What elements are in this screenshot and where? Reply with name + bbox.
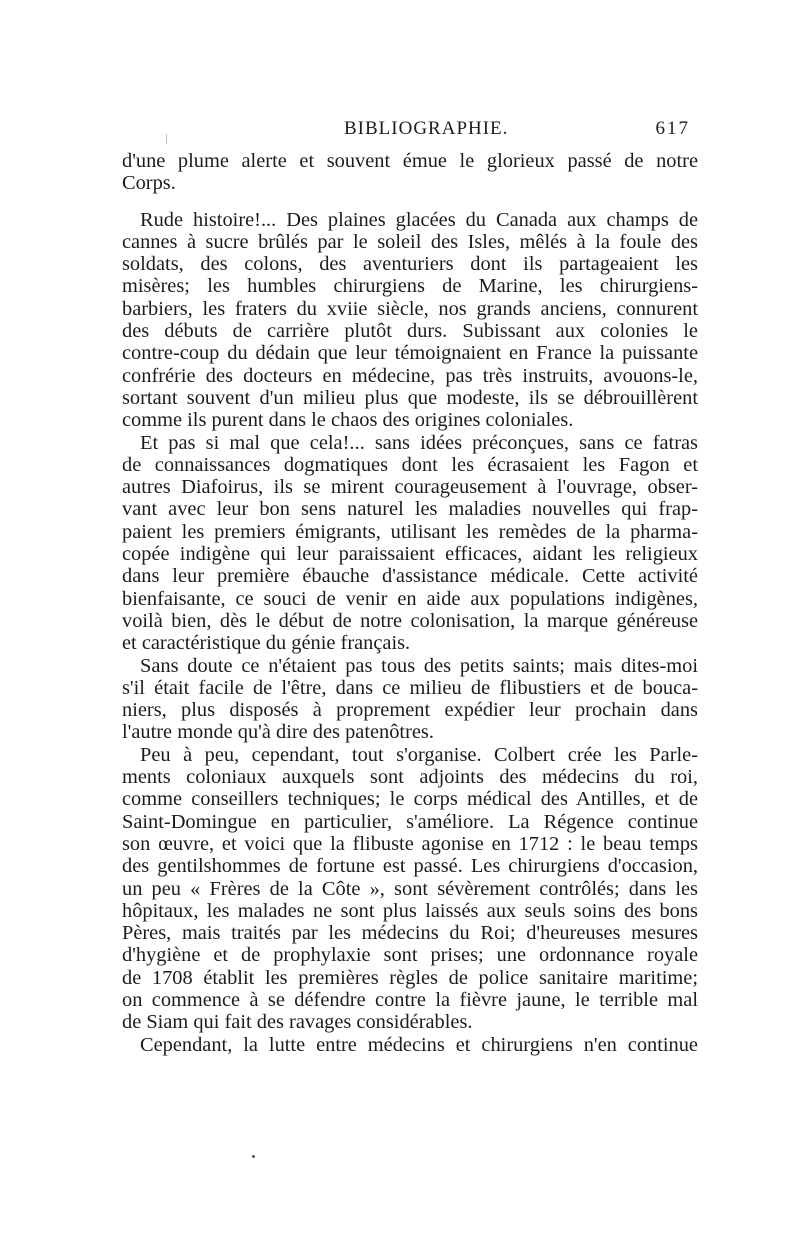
text-line: cannes à sucre brûlés par le soleil des Isles, mêlés à la foule des xyxy=(122,230,698,253)
text-line: copée indigène qui leur paraissaient efficaces, aidant les religieux xyxy=(122,543,698,566)
body-text xyxy=(122,150,698,1056)
text-line: Et pas si mal que cela!... sans idées préconçues, sans ce fatras xyxy=(140,431,698,454)
text-line: niers, plus disposés à proprement expédier leur prochain dans xyxy=(122,699,698,722)
text-line: Peu à peu, cependant, tout s'organise. Colbert crée les Parle- xyxy=(140,743,698,766)
text-line: et caractéristique du génie français. xyxy=(122,632,411,655)
text-line: Pères, mais traités par les médecins du Roi; d'heureuses mesures xyxy=(122,922,698,945)
paper-mark xyxy=(166,134,167,144)
text-line: bienfaisante, ce souci de venir en aide aux populations indigènes, xyxy=(122,587,698,610)
text-line: d'hygiène et de prophylaxie sont prises; une ordonnance royale xyxy=(122,944,698,967)
text-line: paient les premiers émigrants, utilisant les remèdes de la pharma- xyxy=(122,520,698,543)
text-line: confrérie des docteurs en médecine, pas très instruits, avouons-le, xyxy=(122,364,698,387)
text-line: s'il était facile de l'être, dans ce milieu de flibustiers et de bouca- xyxy=(122,676,698,699)
text-line: ments coloniaux auxquels sont adjoints des médecins du roi, xyxy=(122,766,698,789)
text-line: soldats, des colons, des aventuriers dont ils partageaient les xyxy=(122,253,698,276)
text-line: des débuts de carrière plutôt durs. Subissant aux colonies le xyxy=(122,320,698,343)
text-line: vant avec leur bon sens naturel les maladies nouvelles qui frap- xyxy=(122,498,698,521)
text-line: des gentilshommes de fortune est passé. Les chirurgiens d'occasion, xyxy=(122,855,698,878)
text-line: autres Diafoirus, ils se mirent courageusement à l'ouvrage, obser- xyxy=(122,476,698,499)
text-line: Corps. xyxy=(122,172,176,195)
text-line: voilà bien, dès le début de notre colonisation, la marque généreuse xyxy=(122,609,698,632)
text-line: de 1708 établit les premières règles de police sanitaire maritime; xyxy=(122,966,698,989)
text-line: de connaissances dogmatiques dont les écrasaient les Fagon et xyxy=(122,453,698,476)
page-number: 617 xyxy=(655,118,690,139)
text-line: comme ils purent dans le chaos des origines coloniales. xyxy=(122,409,574,432)
text-line: misères; les humbles chirurgiens de Marine, les chirurgiens- xyxy=(122,275,698,298)
text-line: contre-coup du dédain que leur témoignaient en France la puissante xyxy=(122,342,698,365)
text-line: un peu « Frères de la Côte », sont sévèrement contrôlés; dans les xyxy=(122,877,698,900)
text-line: de Siam qui fait des ravages considérables. xyxy=(122,1011,473,1034)
text-line: son œuvre, et voici que la flibuste agonise en 1712 : le beau temps xyxy=(122,832,698,855)
text-line: d'une plume alerte et souvent émue le glorieux passé de notre xyxy=(122,150,698,172)
text-line: Sans doute ce n'étaient pas tous des petits saints; mais dites-moi xyxy=(140,654,698,677)
text-line: dans leur première ébauche d'assistance médicale. Cette activité xyxy=(122,565,698,588)
ink-dot xyxy=(252,1155,255,1158)
text-line: sortant souvent d'un milieu plus que modeste, ils se débrouillèrent xyxy=(122,386,698,409)
text-line: Rude histoire!... Des plaines glacées du Canada aux champs de xyxy=(140,208,698,231)
text-line: Cependant, la lutte entre médecins et chirurgiens n'en continue xyxy=(140,1033,698,1056)
running-title: BIBLIOGRAPHIE. xyxy=(344,118,509,139)
text-line: barbiers, les fraters du xviie siècle, nos grands anciens, connurent xyxy=(122,297,698,320)
text-line: on commence à se défendre contre la fièvre jaune, le terrible mal xyxy=(122,988,698,1011)
text-line: l'autre monde qu'à dire des patenôtres. xyxy=(122,721,434,744)
text-line: comme conseillers techniques; le corps médical des Antilles, et de xyxy=(122,788,698,811)
page-header xyxy=(120,118,690,142)
text-line: Saint-Domingue en particulier, s'améliore. La Régence continue xyxy=(122,810,698,833)
text-line: hôpitaux, les malades ne sont plus laissés aux seuls soins des bons xyxy=(122,899,698,922)
